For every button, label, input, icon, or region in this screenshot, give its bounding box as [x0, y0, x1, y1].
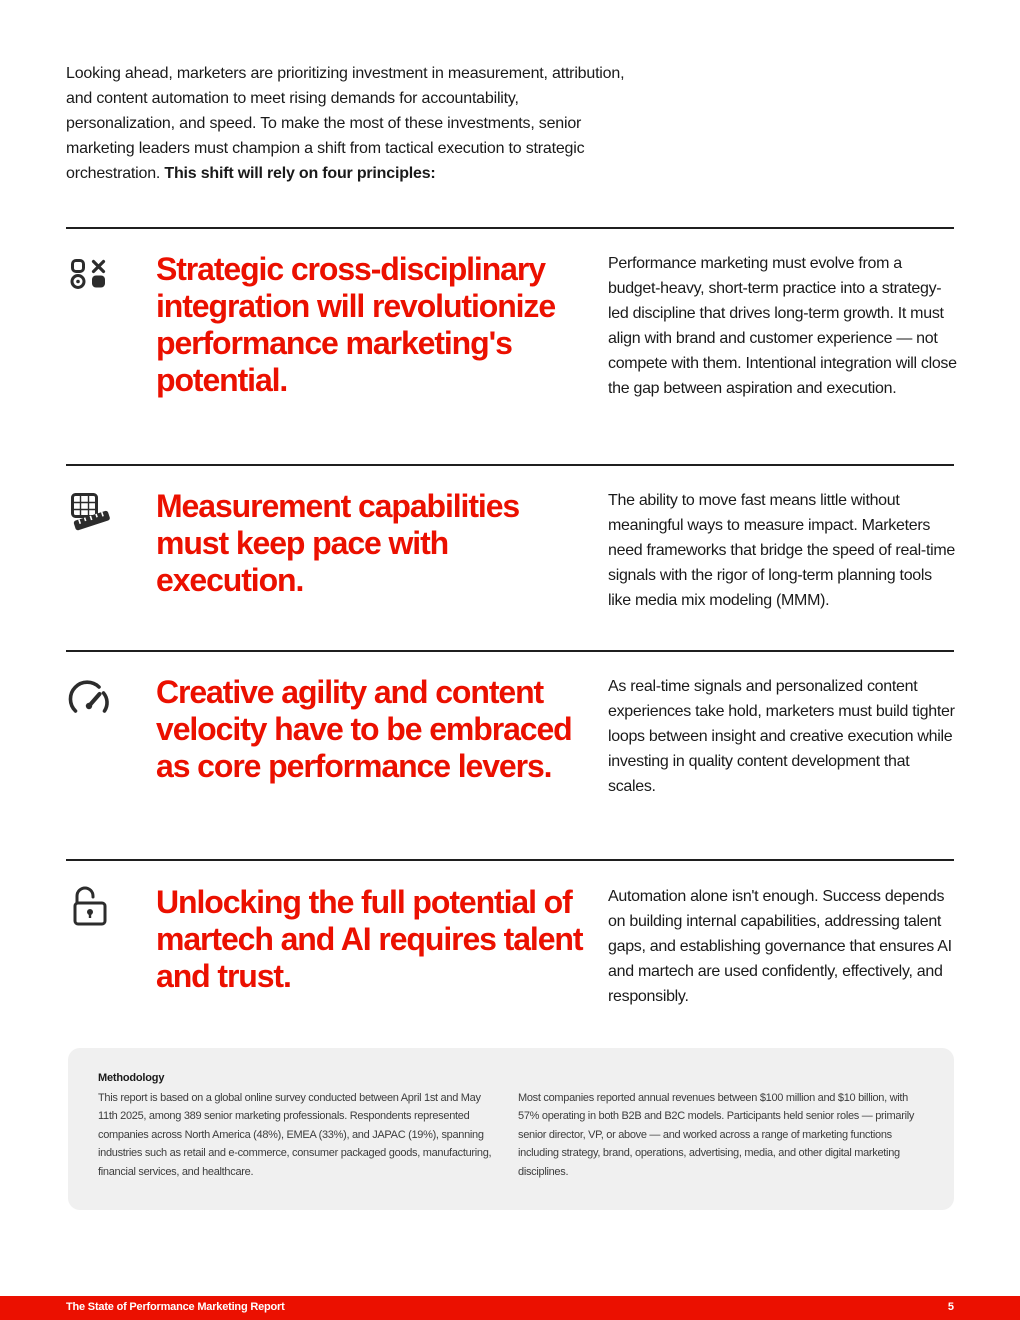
principle-description: Automation alone isn't enough. Success depends on building internal capabilities, addressing talent gaps, and establishing governance that ensures AI and martech are used confidently, effectively, and responsibly.	[608, 888, 952, 1005]
principle-title: Strategic cross-disciplinary integration will revolutionize performance marketing's potential.	[156, 251, 556, 398]
principle-description: Performance marketing must evolve from a budget-heavy, short-term practice into a strategy-led discipline that drives long-term growth. It must align with brand and customer experience — not compete with them. Intentional integration will close the gap between aspiration and execution.	[608, 255, 957, 397]
principle-description: The ability to move fast means little without meaningful ways to measure impact. Marketers need frameworks that bridge the speed of real-time signals with the rigor of long-term planning tools like media mix modeling (MMM).	[608, 492, 955, 609]
measurement-ruler-icon	[68, 488, 112, 532]
principle-title: Measurement capabilities must keep pace with execution.	[156, 488, 520, 598]
page-number: 5	[947, 1301, 954, 1313]
page-footer	[0, 1296, 1020, 1320]
footer-report-title: The State of Performance Marketing Report	[66, 1301, 285, 1313]
intro-bold-text: This shift will rely on four principles:	[164, 165, 436, 182]
unlocked-padlock-icon	[68, 884, 112, 928]
methodology-column-1: This report is based on a global online survey conducted between April 1st and May 11th 2025, among 389 senior marketing professionals. Respondents represented companies across North America (48%), EMEA (33%), and JAPAC (19%), spanning industries such as retail and e-commerce, consumer packaged goods, manufacturing, financial services, and healthcare.	[98, 1092, 492, 1178]
section-divider	[66, 859, 954, 861]
section-divider	[66, 227, 954, 229]
intro-paragraph	[66, 61, 626, 186]
section-divider	[66, 464, 954, 466]
principle-description: As real-time signals and personalized content experiences take hold, marketers must build tighter loops between insight and creative execution while investing in quality content development that scales.	[608, 678, 955, 795]
speedometer-icon	[68, 674, 112, 718]
methodology-title: Methodology	[98, 1072, 165, 1084]
principle-title: Unlocking the full potential of martech and AI requires talent and trust.	[156, 884, 583, 994]
methodology-column-2: Most companies reported annual revenues between $100 million and $10 billion, with 57% operating in both B2B and B2C models. Participants held senior roles — primarily senior director, VP, or above — and worked across a range of marketing functions including strategy, brand, operations, advertising, media, and other digital marketing disciplines.	[518, 1092, 915, 1178]
principle-title: Creative agility and content velocity have to be embraced as core performance levers.	[156, 674, 572, 784]
intro-text: Looking ahead, marketers are prioritizing investment in measurement, attribution, and content automation to meet rising demands for accountability, personalization, and speed. To make the most of these investments, senior marketing leaders must champion a shift from tactical execution to strategic orchestration.	[66, 65, 625, 182]
methodology-box	[68, 1048, 954, 1210]
grid-shapes-icon	[68, 251, 112, 295]
section-divider	[66, 650, 954, 652]
